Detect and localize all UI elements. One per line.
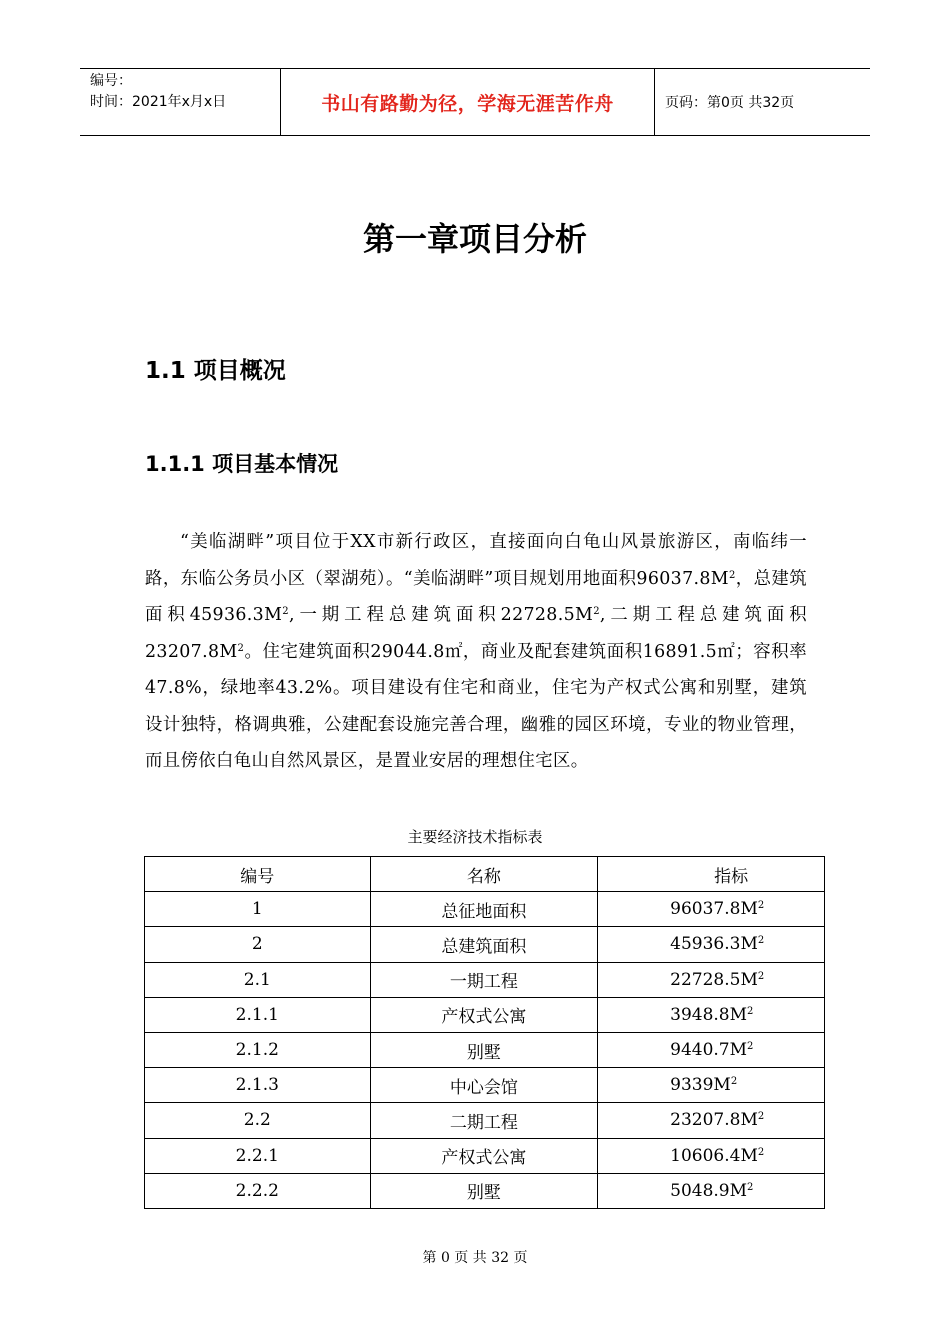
row-value-unit: M: [729, 1180, 748, 1201]
row-id: 2.2.1: [145, 1138, 371, 1173]
row-name: 产权式公寓: [370, 1138, 598, 1173]
row-value: [598, 1173, 825, 1208]
row-value-unit-sup: 2: [757, 935, 765, 947]
table-row: [145, 1138, 825, 1173]
row-value-unit-sup: 2: [757, 1146, 765, 1158]
header-time-label: 时间：2021年x月x日: [90, 94, 227, 110]
chapter-title: 第一章项目分析: [362, 220, 587, 258]
row-name: 别墅: [370, 1032, 598, 1067]
project-description-paragraph: [145, 524, 807, 780]
superscript-2: 2: [282, 606, 289, 617]
row-value: [598, 892, 825, 927]
paragraph-text-2: ，总建筑面积45936.3M: [145, 568, 807, 625]
paragraph-text-1: “美临湖畔”项目位于XX市新行政区，直接面向白龟山风景旅游区，南临纬一路，东临公务员小区（翠湖苑）。“美临湖畔”项目规划用地面积96037.8M: [145, 532, 807, 589]
row-id: 2.1: [145, 962, 371, 997]
row-name: 总征地面积: [370, 892, 598, 927]
header-meta-cell: [80, 69, 281, 135]
row-name: 总建筑面积: [370, 927, 598, 962]
row-value-unit: M: [740, 899, 758, 920]
row-value-number: 9339: [670, 1075, 714, 1096]
row-value-number: 23207.8: [670, 1110, 741, 1131]
row-value-unit-sup: 2: [757, 1111, 765, 1123]
row-value-unit: M: [713, 1075, 731, 1096]
document-header: [80, 68, 870, 136]
column-header-indicator: 指标: [598, 857, 825, 892]
row-name: 别墅: [370, 1173, 598, 1208]
row-id: 2.1.1: [145, 997, 371, 1032]
row-value-unit-sup: 2: [747, 1005, 754, 1017]
row-value-unit-sup: 2: [747, 1181, 754, 1193]
header-motto: 书山有路勤为径，学海无涯苦作舟: [281, 69, 655, 135]
row-name: 产权式公寓: [370, 997, 598, 1032]
row-name: 中心会馆: [370, 1068, 598, 1103]
row-value-unit: M: [729, 1004, 748, 1025]
superscript-2: 2: [593, 606, 600, 617]
row-value: [598, 1068, 825, 1103]
row-value-number: 96037.8: [670, 899, 741, 920]
row-id: 2.2.2: [145, 1173, 371, 1208]
column-header-id: 编号: [145, 857, 371, 892]
row-value-number: 10606.4: [670, 1145, 741, 1166]
row-id: 1: [145, 892, 371, 927]
superscript-2: 2: [237, 642, 245, 654]
superscript-2: 2: [728, 569, 736, 581]
table-row: [145, 997, 825, 1032]
economic-indicators-table: [144, 856, 825, 1209]
section-title: 1.1 项目概况: [145, 358, 286, 384]
table-row: [145, 892, 825, 927]
row-value: [598, 1032, 825, 1067]
row-value: [598, 962, 825, 997]
subsection-title: 1.1.1 项目基本情况: [145, 452, 339, 476]
row-value: [598, 997, 825, 1032]
header-number-label: 编号：: [90, 73, 132, 89]
row-value-unit-sup: 2: [757, 900, 765, 912]
row-value: [598, 927, 825, 962]
row-value-unit: M: [729, 1040, 748, 1061]
table-row: [145, 1103, 825, 1138]
row-id: 2: [145, 927, 371, 962]
row-value-number: 3948.8: [670, 1004, 730, 1025]
row-id: 2.1.2: [145, 1032, 371, 1067]
paragraph-text-5: 。住宅建筑面积29044.8㎡，商业及配套建筑面积16891.5㎡；容积率47.8%，绿地率43.2%。项目建设有住宅和商业，住宅为产权式公寓和别墅，建筑设计独特，格调典雅，公建配套设施完善合理，幽雅的园区环境，专业的物业管理，而且傍依白龟山自然风景区，是置业安居的理想住宅区。: [145, 641, 807, 771]
row-name: 二期工程: [370, 1103, 598, 1138]
row-value-unit-sup: 2: [730, 1076, 738, 1088]
row-value-unit: M: [740, 1145, 758, 1166]
row-value-number: 5048.9: [670, 1180, 730, 1201]
paragraph-text-4: ,二期工程总建筑面积23207.8M: [145, 605, 807, 662]
row-value: [598, 1138, 825, 1173]
table-row: [145, 962, 825, 997]
row-name: 一期工程: [370, 962, 598, 997]
row-value-number: 22728.5: [670, 969, 741, 990]
table-row: [145, 1173, 825, 1208]
row-id: 2.2: [145, 1103, 371, 1138]
row-value-number: 45936.3: [670, 934, 741, 955]
table-row: [145, 1068, 825, 1103]
row-id: 2.1.3: [145, 1068, 371, 1103]
paragraph-text-3: ,一期工程总建筑面积22728.5M: [288, 605, 594, 625]
row-value-number: 9440.7: [670, 1040, 730, 1061]
row-value-unit-sup: 2: [747, 1041, 754, 1053]
table-body: [145, 892, 825, 1209]
table-row: [145, 1032, 825, 1067]
column-header-name: 名称: [370, 857, 598, 892]
table-row: [145, 927, 825, 962]
row-value-unit: M: [740, 969, 758, 990]
row-value-unit: M: [740, 1110, 758, 1131]
table-header-row: [145, 857, 825, 892]
row-value: [598, 1103, 825, 1138]
header-page-info: 页码：第0页 共32页: [665, 95, 795, 111]
row-value-unit-sup: 2: [757, 970, 765, 982]
row-value-unit: M: [740, 934, 758, 955]
table-caption: 主要经济技术指标表: [407, 828, 543, 846]
page-footer: 第 0 页 共 32 页: [422, 1250, 528, 1266]
